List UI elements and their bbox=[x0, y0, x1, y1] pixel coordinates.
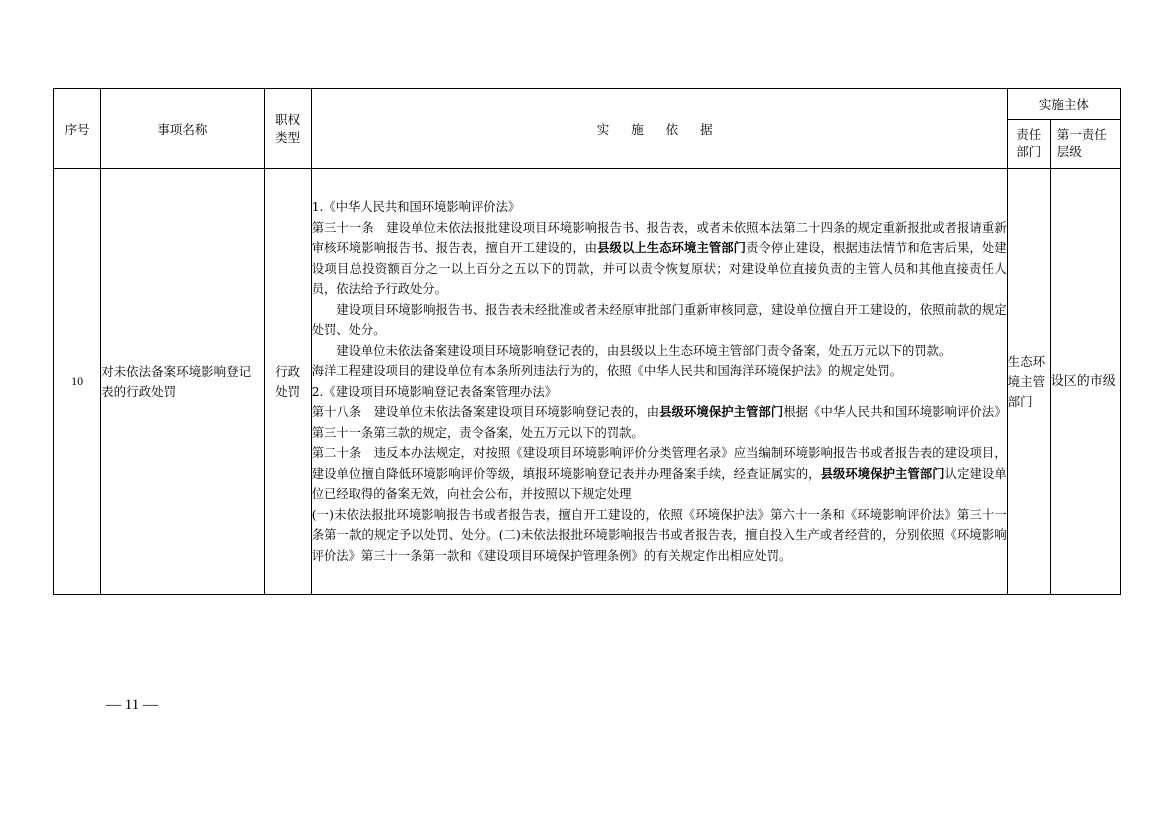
basis-p4: 建设单位未依法备案建设项目环境影响登记表的，由县级以上生态环境主管部门责令备案，处五万元以下的罚款。 bbox=[336, 343, 952, 358]
basis-p5: 海洋工程建设项目的建设单位有本条所列违法行为的，依照《中华人民共和国海洋环境保护法》的规定处罚。 bbox=[311, 364, 902, 378]
basis-p2c: 责令停止建设，根据违法情节和危害后果，处建设项目总投资额百分之一以上百分之五以下的罚款，并可以责令恢复原状；对建设单位直接负责的主管人员和其他直接责任人员，依法给予行政处分。 bbox=[311, 241, 1007, 296]
header-seq: 序号 bbox=[54, 89, 101, 169]
basis-p6: 2.《建设项目环境影响登记表备案管理办法》 bbox=[311, 384, 558, 399]
basis-p7a: 第十八条 建设单位未依法备案建设项目环境影响登记表的，由 bbox=[311, 405, 660, 419]
header-basis-text: 实 施 依 据 bbox=[596, 121, 722, 137]
row-item-name: 对未依法备案环境影响登记表的行政处罚 bbox=[101, 169, 264, 595]
table-row bbox=[54, 169, 1121, 595]
basis-p3: 建设项目环境影响报告书、报告表未经批准或者未经原审批部门重新审核同意，建设单位擅自开工建设的，依照前款的规定处罚、处分。 bbox=[311, 302, 1007, 337]
basis-p9: (一)未依法报批环境影响报告书或者报告表，擅自开工建设的，依照《环境保护法》第六十一条和《环境影响评价法》第三十一条第一款的规定予以处罚、处分。(二)未依法报批环境影响报告书或者报告表，擅自投入生产或者经营的，分别依照《环境影响评价法》第三十一条第一款和《建设项目环境保护管理条例》的有关规定作出相应处罚。 bbox=[311, 507, 1007, 563]
basis-p1: 1.《中华人民共和国环境影响评价法》 bbox=[311, 200, 521, 214]
basis-p2b: 县级以上生态环境主管部门 bbox=[597, 240, 747, 255]
basis-p8a: 第二十条 违反本办法规定，对按照《建设项目环境影响评价分类管理名录》应当编制环境影响报告书或者报告表的建设项目，建设单位擅自降低环境影响评价等级，填报环境影响登记表并办理备案手续，经查证属实的， bbox=[311, 446, 1007, 481]
header-implementer: 实施主体 bbox=[1007, 89, 1120, 120]
basis-p8c: 认定建设单位已经取得的备案无效，向社会公布，并按照以下规定处理 bbox=[311, 466, 1007, 501]
basis-p7c: 根据《中华人民共和国环境影响评价法》第三十一条第三款的规定，责令备案，处五万元以下的罚款。 bbox=[311, 405, 1007, 440]
basis-p7b: 县级环境保护主管部门 bbox=[659, 404, 784, 419]
header-level: 第一责任层级 bbox=[1050, 120, 1120, 169]
basis-p8 bbox=[312, 443, 1007, 505]
basis-p8b: 县级环境保护主管部门 bbox=[820, 465, 945, 481]
row-power-type: 行政处罚 bbox=[264, 169, 311, 595]
row-basis bbox=[311, 169, 1007, 595]
page-number: — 11 — bbox=[106, 697, 158, 713]
basis-p7 bbox=[312, 402, 1007, 443]
row-seq: 10 bbox=[54, 169, 101, 595]
header-item-name: 事项名称 bbox=[101, 89, 264, 169]
basis-p2 bbox=[312, 218, 1007, 300]
header-power-type: 职权类型 bbox=[264, 89, 311, 169]
header-dept: 责任部门 bbox=[1007, 120, 1050, 169]
authority-table bbox=[53, 88, 1121, 595]
basis-p2a: 第三十一条 建设单位未依法报批建设项目环境影响报告书、报告表，或者未依照本法第二十四条的规定重新报批或者报请重新审核环境影响报告书、报告表，擅自开工建设的，由 bbox=[311, 220, 1007, 255]
header-basis bbox=[311, 89, 1007, 169]
row-dept: 生态环境主管部门 bbox=[1007, 169, 1050, 595]
row-level: 设区的市级 bbox=[1050, 169, 1120, 595]
